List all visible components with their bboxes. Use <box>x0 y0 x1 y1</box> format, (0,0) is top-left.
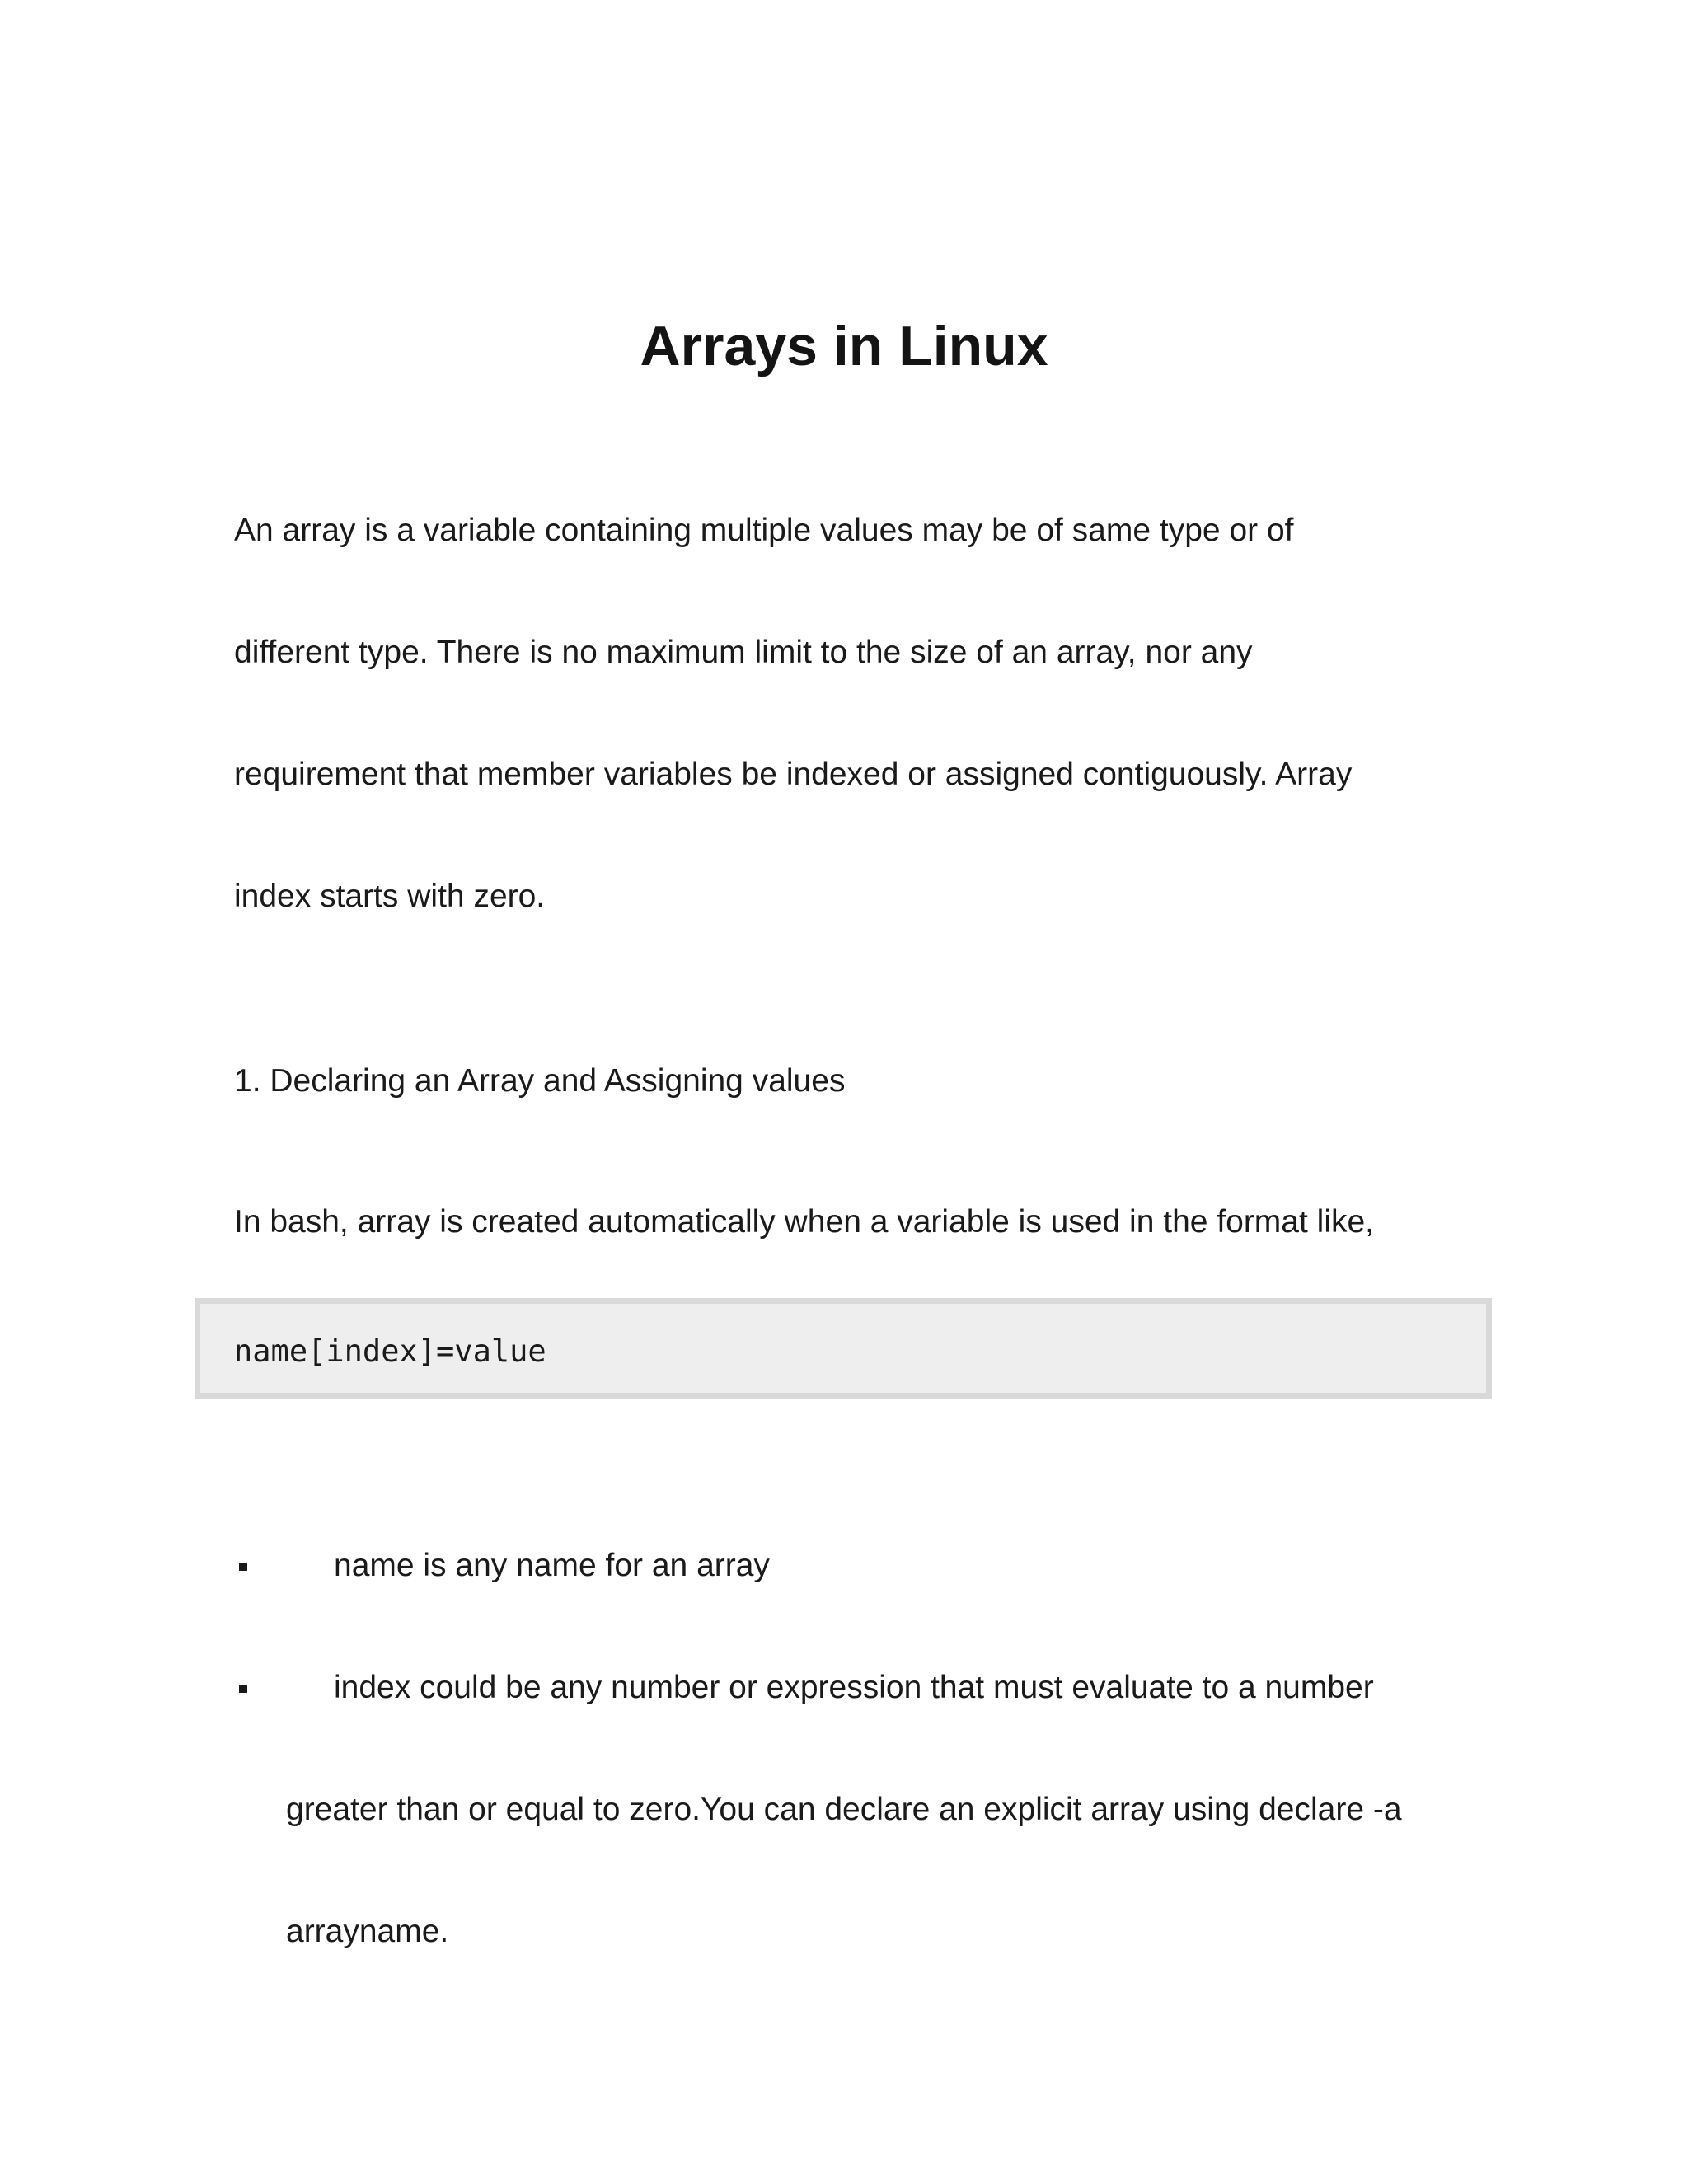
square-bullet-icon <box>239 1685 247 1693</box>
bullet-text-continuation: greater than or equal to zero.You can declare an explicit array using declare -a <box>286 1792 1402 1827</box>
page-title: Arrays in Linux <box>640 315 1048 377</box>
intro-line: An array is a variable containing multiple values may be of same type or of <box>234 513 1294 548</box>
square-bullet-icon <box>239 1563 247 1571</box>
section-heading: 1. Declaring an Array and Assigning values <box>234 1063 846 1099</box>
bullet-text-continuation: arrayname. <box>286 1914 449 1949</box>
intro-paragraph <box>234 511 1487 999</box>
bash-description: In bash, array is created automatically when a variable is used in the format like, <box>234 1204 1375 1240</box>
intro-line: different type. There is no maximum limit to the size of an array, nor any <box>234 635 1253 670</box>
bullet-text: index could be any number or expression that must evaluate to a number <box>334 1670 1374 1705</box>
code-snippet: name[index]=value <box>234 1333 546 1369</box>
bullet-list <box>0 1546 1688 2034</box>
list-item <box>0 1546 1688 1668</box>
intro-line: index starts with zero. <box>234 879 546 914</box>
code-block <box>195 1298 1492 1399</box>
intro-line: requirement that member variables be indexed or assigned contiguously. Array <box>234 757 1353 792</box>
bullet-text: name is any name for an array <box>334 1548 770 1583</box>
list-item <box>0 1668 1688 2034</box>
